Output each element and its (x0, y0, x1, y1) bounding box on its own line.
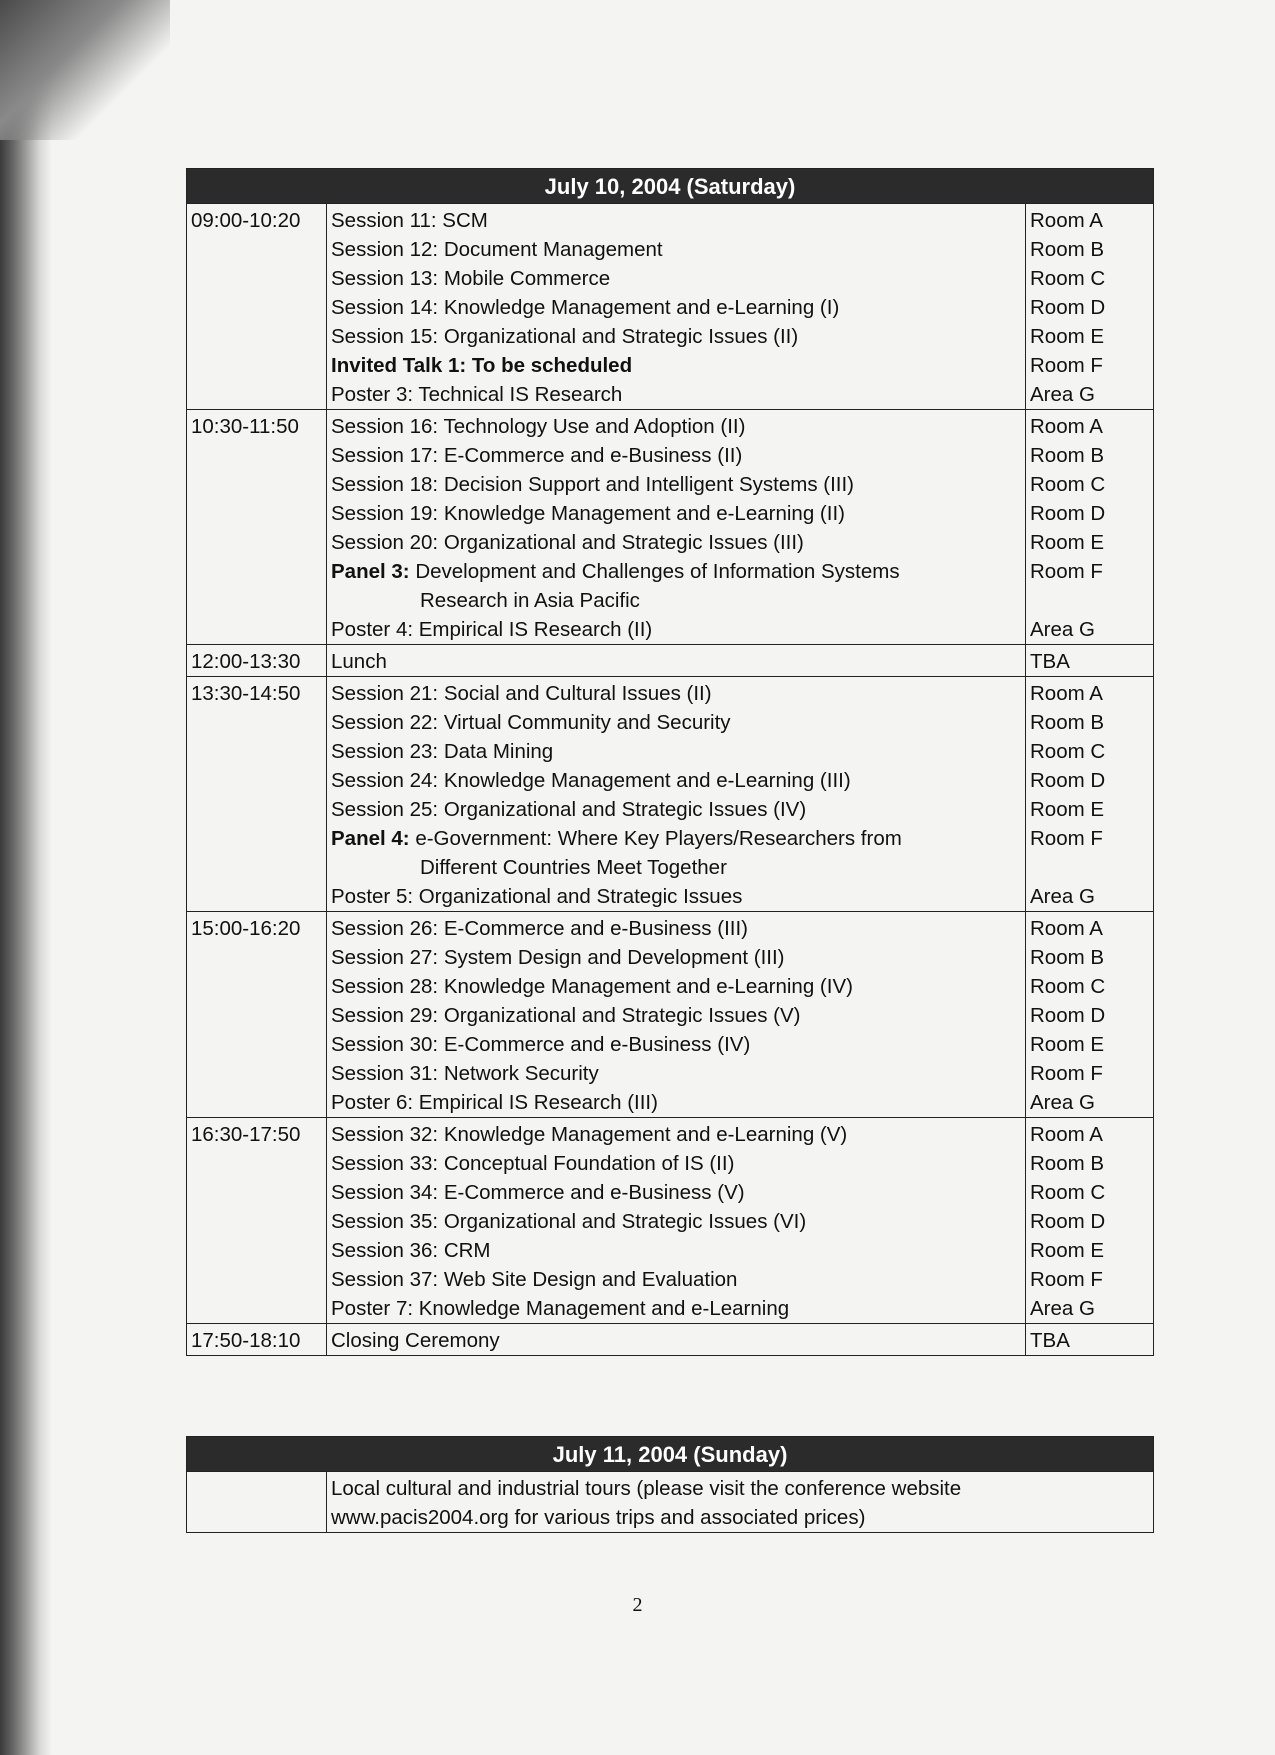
room-label: Room F (1030, 354, 1103, 377)
sessions-cell (327, 204, 1026, 410)
session-entry: Poster 3: Technical IS Research (331, 383, 623, 406)
room-label: Room E (1030, 798, 1105, 821)
room-label: Room C (1030, 1181, 1106, 1204)
sessions-cell (327, 1324, 1026, 1356)
room-label: Room F (1030, 1268, 1103, 1291)
time-slot: 17:50-18:10 (187, 1324, 327, 1356)
schedule-row (187, 204, 1154, 410)
time-slot: 09:00-10:20 (187, 204, 327, 410)
room-label: Room F (1030, 827, 1103, 850)
room-label: Room D (1030, 769, 1106, 792)
room-label: Room C (1030, 473, 1106, 496)
room-label: Room C (1030, 267, 1106, 290)
sessions-cell (327, 410, 1026, 645)
session-entry: Session 29: Organizational and Strategic Issues (V) (331, 1004, 801, 1027)
room-label: Room B (1030, 444, 1105, 467)
schedule-row (187, 645, 1154, 677)
sunday-line: Local cultural and industrial tours (please visit the conference website (331, 1477, 962, 1500)
panel-title-continued: Research in Asia Pacific (420, 589, 640, 612)
session-entry: Poster 4: Empirical IS Research (II) (331, 618, 653, 641)
session-entry: Session 13: Mobile Commerce (331, 267, 611, 290)
room-label: Room B (1030, 946, 1105, 969)
panel-label: Panel 4: (331, 827, 410, 850)
session-entry: Session 18: Decision Support and Intelligent Systems (III) (331, 473, 855, 496)
room-label: Room A (1030, 682, 1103, 705)
room-label: Room F (1030, 1062, 1103, 1085)
room-label: Room D (1030, 502, 1106, 525)
rooms-cell (1026, 1118, 1154, 1324)
sessions-cell (327, 677, 1026, 912)
session-entry: Session 11: SCM (331, 209, 488, 232)
session-entry: Poster 7: Knowledge Management and e-Learning (331, 1297, 790, 1320)
session-entry: Invited Talk 1: To be scheduled (331, 354, 633, 377)
room-label: TBA (1030, 650, 1070, 673)
schedule-row (187, 410, 1154, 645)
session-entry: Closing Ceremony (331, 1329, 500, 1352)
schedule-row (187, 912, 1154, 1118)
room-label: Room B (1030, 238, 1105, 261)
sunday-line: www.pacis2004.org for various trips and associated prices) (331, 1506, 866, 1529)
schedule-row (187, 1118, 1154, 1324)
session-entry: Session 16: Technology Use and Adoption (II) (331, 415, 746, 438)
schedule-row (187, 677, 1154, 912)
time-slot: 12:00-13:30 (187, 645, 327, 677)
session-entry: Session 25: Organizational and Strategic Issues (IV) (331, 798, 807, 821)
session-entry: Session 35: Organizational and Strategic Issues (VI) (331, 1210, 807, 1233)
time-slot: 16:30-17:50 (187, 1118, 327, 1324)
session-entry: Session 28: Knowledge Management and e-Learning (IV) (331, 975, 853, 998)
session-entry: Session 23: Data Mining (331, 740, 554, 763)
session-entry: Session 32: Knowledge Management and e-Learning (V) (331, 1123, 848, 1146)
session-entry: Session 37: Web Site Design and Evaluation (331, 1268, 738, 1291)
room-label: Room C (1030, 740, 1106, 763)
sunday-schedule-table (186, 1436, 1154, 1533)
room-label: Room A (1030, 1123, 1103, 1146)
session-entry: Session 24: Knowledge Management and e-Learning (III) (331, 769, 851, 792)
folded-corner (0, 0, 170, 140)
session-entry (331, 824, 1021, 853)
session-entry: Session 27: System Design and Development (III) (331, 946, 785, 969)
session-entry: Session 34: E-Commerce and e-Business (V) (331, 1181, 745, 1204)
room-label: Area G (1030, 1297, 1095, 1320)
session-entry: Poster 5: Organizational and Strategic Issues (331, 885, 743, 908)
session-entry: Poster 6: Empirical IS Research (III) (331, 1091, 658, 1114)
sunday-time-cell (187, 1472, 327, 1533)
session-entry: Session 21: Social and Cultural Issues (II) (331, 682, 712, 705)
session-entry: Session 26: E-Commerce and e-Business (III) (331, 917, 748, 940)
room-label: Room D (1030, 1210, 1106, 1233)
rooms-cell (1026, 677, 1154, 912)
session-entry: Session 31: Network Security (331, 1062, 599, 1085)
saturday-header: July 10, 2004 (Saturday) (187, 169, 1154, 204)
schedule-row (187, 1324, 1154, 1356)
rooms-cell (1026, 204, 1154, 410)
room-label: Room D (1030, 296, 1106, 319)
sunday-row (187, 1472, 1154, 1533)
session-entry: Session 17: E-Commerce and e-Business (II) (331, 444, 743, 467)
session-entry: Session 19: Knowledge Management and e-Learning (II) (331, 502, 845, 525)
room-label: Area G (1030, 383, 1095, 406)
room-label: Room B (1030, 711, 1105, 734)
room-label: Room A (1030, 209, 1103, 232)
session-entry: Lunch (331, 650, 387, 673)
sunday-description-cell (327, 1472, 1154, 1533)
sessions-cell (327, 912, 1026, 1118)
rooms-cell (1026, 410, 1154, 645)
sessions-cell (327, 1118, 1026, 1324)
rooms-cell (1026, 645, 1154, 677)
room-label: Room E (1030, 1239, 1105, 1262)
panel-title: e-Government: Where Key Players/Researchers from (409, 827, 902, 850)
room-label: Room D (1030, 1004, 1106, 1027)
room-label: Room B (1030, 1152, 1105, 1175)
room-label: Area G (1030, 618, 1095, 641)
session-entry: Session 14: Knowledge Management and e-Learning (I) (331, 296, 840, 319)
sunday-header: July 11, 2004 (Sunday) (187, 1437, 1154, 1472)
time-slot: 13:30-14:50 (187, 677, 327, 912)
room-label: Room E (1030, 1033, 1105, 1056)
rooms-cell (1026, 1324, 1154, 1356)
rooms-cell (1026, 912, 1154, 1118)
session-entry: Session 15: Organizational and Strategic Issues (II) (331, 325, 799, 348)
room-label: Room F (1030, 560, 1103, 583)
room-label: Area G (1030, 1091, 1095, 1114)
session-entry: Session 33: Conceptual Foundation of IS (II) (331, 1152, 735, 1175)
session-entry: Session 20: Organizational and Strategic Issues (III) (331, 531, 804, 554)
session-entry (331, 557, 1021, 586)
page-number: 2 (632, 1594, 643, 1616)
room-label: Room A (1030, 415, 1103, 438)
session-entry: Session 12: Document Management (331, 238, 663, 261)
room-label: Room C (1030, 975, 1106, 998)
panel-title: Development and Challenges of Information Systems (409, 560, 900, 583)
room-label: Area G (1030, 885, 1095, 908)
room-label: Room E (1030, 325, 1105, 348)
session-entry: Session 36: CRM (331, 1239, 491, 1262)
room-label: TBA (1030, 1329, 1070, 1352)
time-slot: 15:00-16:20 (187, 912, 327, 1118)
panel-label: Panel 3: (331, 560, 410, 583)
session-entry: Session 22: Virtual Community and Security (331, 711, 731, 734)
room-spacer (1030, 586, 1149, 615)
session-entry: Session 30: E-Commerce and e-Business (IV) (331, 1033, 751, 1056)
time-slot: 10:30-11:50 (187, 410, 327, 645)
sessions-cell (327, 645, 1026, 677)
scan-edge-shadow (0, 0, 52, 1755)
room-label: Room A (1030, 917, 1103, 940)
saturday-schedule-table (186, 168, 1154, 1356)
room-spacer (1030, 853, 1149, 882)
panel-title-continued: Different Countries Meet Together (420, 856, 727, 879)
room-label: Room E (1030, 531, 1105, 554)
